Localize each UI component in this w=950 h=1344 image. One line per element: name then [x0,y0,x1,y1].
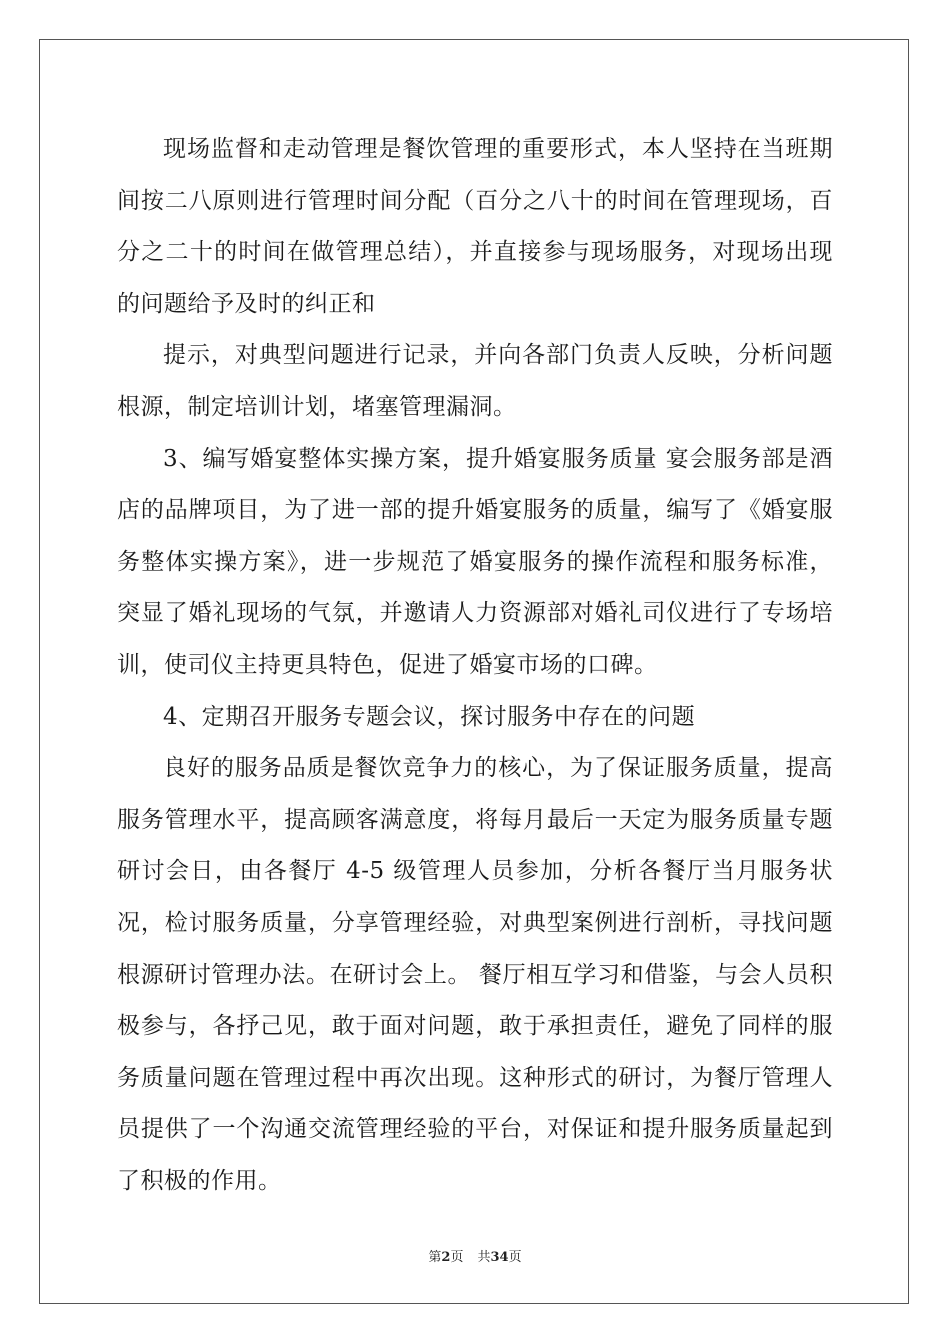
paragraph-2: 提示，对典型问题进行记录，并向各部门负责人反映，分析问题根源，制定培训计划，堵塞管理漏洞。 [117,342,833,420]
page-footer [0,1246,950,1265]
page-prefix: 第 [428,1250,442,1265]
paragraph-4: 4、定期召开服务专题会议，探讨服务中存在的问题 [163,703,696,730]
total-pages: 34 [490,1250,509,1265]
document-body [117,124,833,1207]
total-prefix: 共 [477,1250,491,1265]
total-suffix: 页 [508,1250,522,1265]
page-suffix: 页 [450,1250,464,1265]
paragraph-3: 3、编写婚宴整体实操方案，提升婚宴服务质量 宴会服务部是酒店的品牌项目，为了进一部的提升婚宴服务的质量，编写了《婚宴服务整体实操方案》，进一步规范了婚宴服务的操作流程和服务标准，突显了婚礼现场的气氛，并邀请人力资源部对婚礼司仪进行了专场培训，使司仪主持更具特色，促进了婚宴市场的口碑。 [117,445,833,678]
paragraph-5: 良好的服务品质是餐饮竞争力的核心，为了保证服务质量，提高服务管理水平，提高顾客满意度，将每月最后一天定为服务质量专题研讨会日，由各餐厅 4-5 级管理人员参加，分析各餐厅当月服务状况，检讨服务质量，分享管理经验，对典型案例进行剖析，寻找问题根源研讨管理办法。在研讨会上。 餐厅相互学习和借鉴，与会人员积极参与，各抒己见，敢于面对问题，敢于承担责任，避免了同样的服务质量问题在管理过程中再次出现。这种形式的研讨，为餐厅管理人员提供了一个沟通交流管理经验的平台，对保证和提升服务质量起到了积极的作用。 [117,755,833,1194]
page-number: 2 [441,1250,451,1265]
paragraph-1: 现场监督和走动管理是餐饮管理的重要形式，本人坚持在当班期间按二八原则进行管理时间分配（百分之八十的时间在管理现场，百分之二十的时间在做管理总结），并直接参与现场服务，对现场出现的问题给予及时的纠正和 [117,136,833,317]
